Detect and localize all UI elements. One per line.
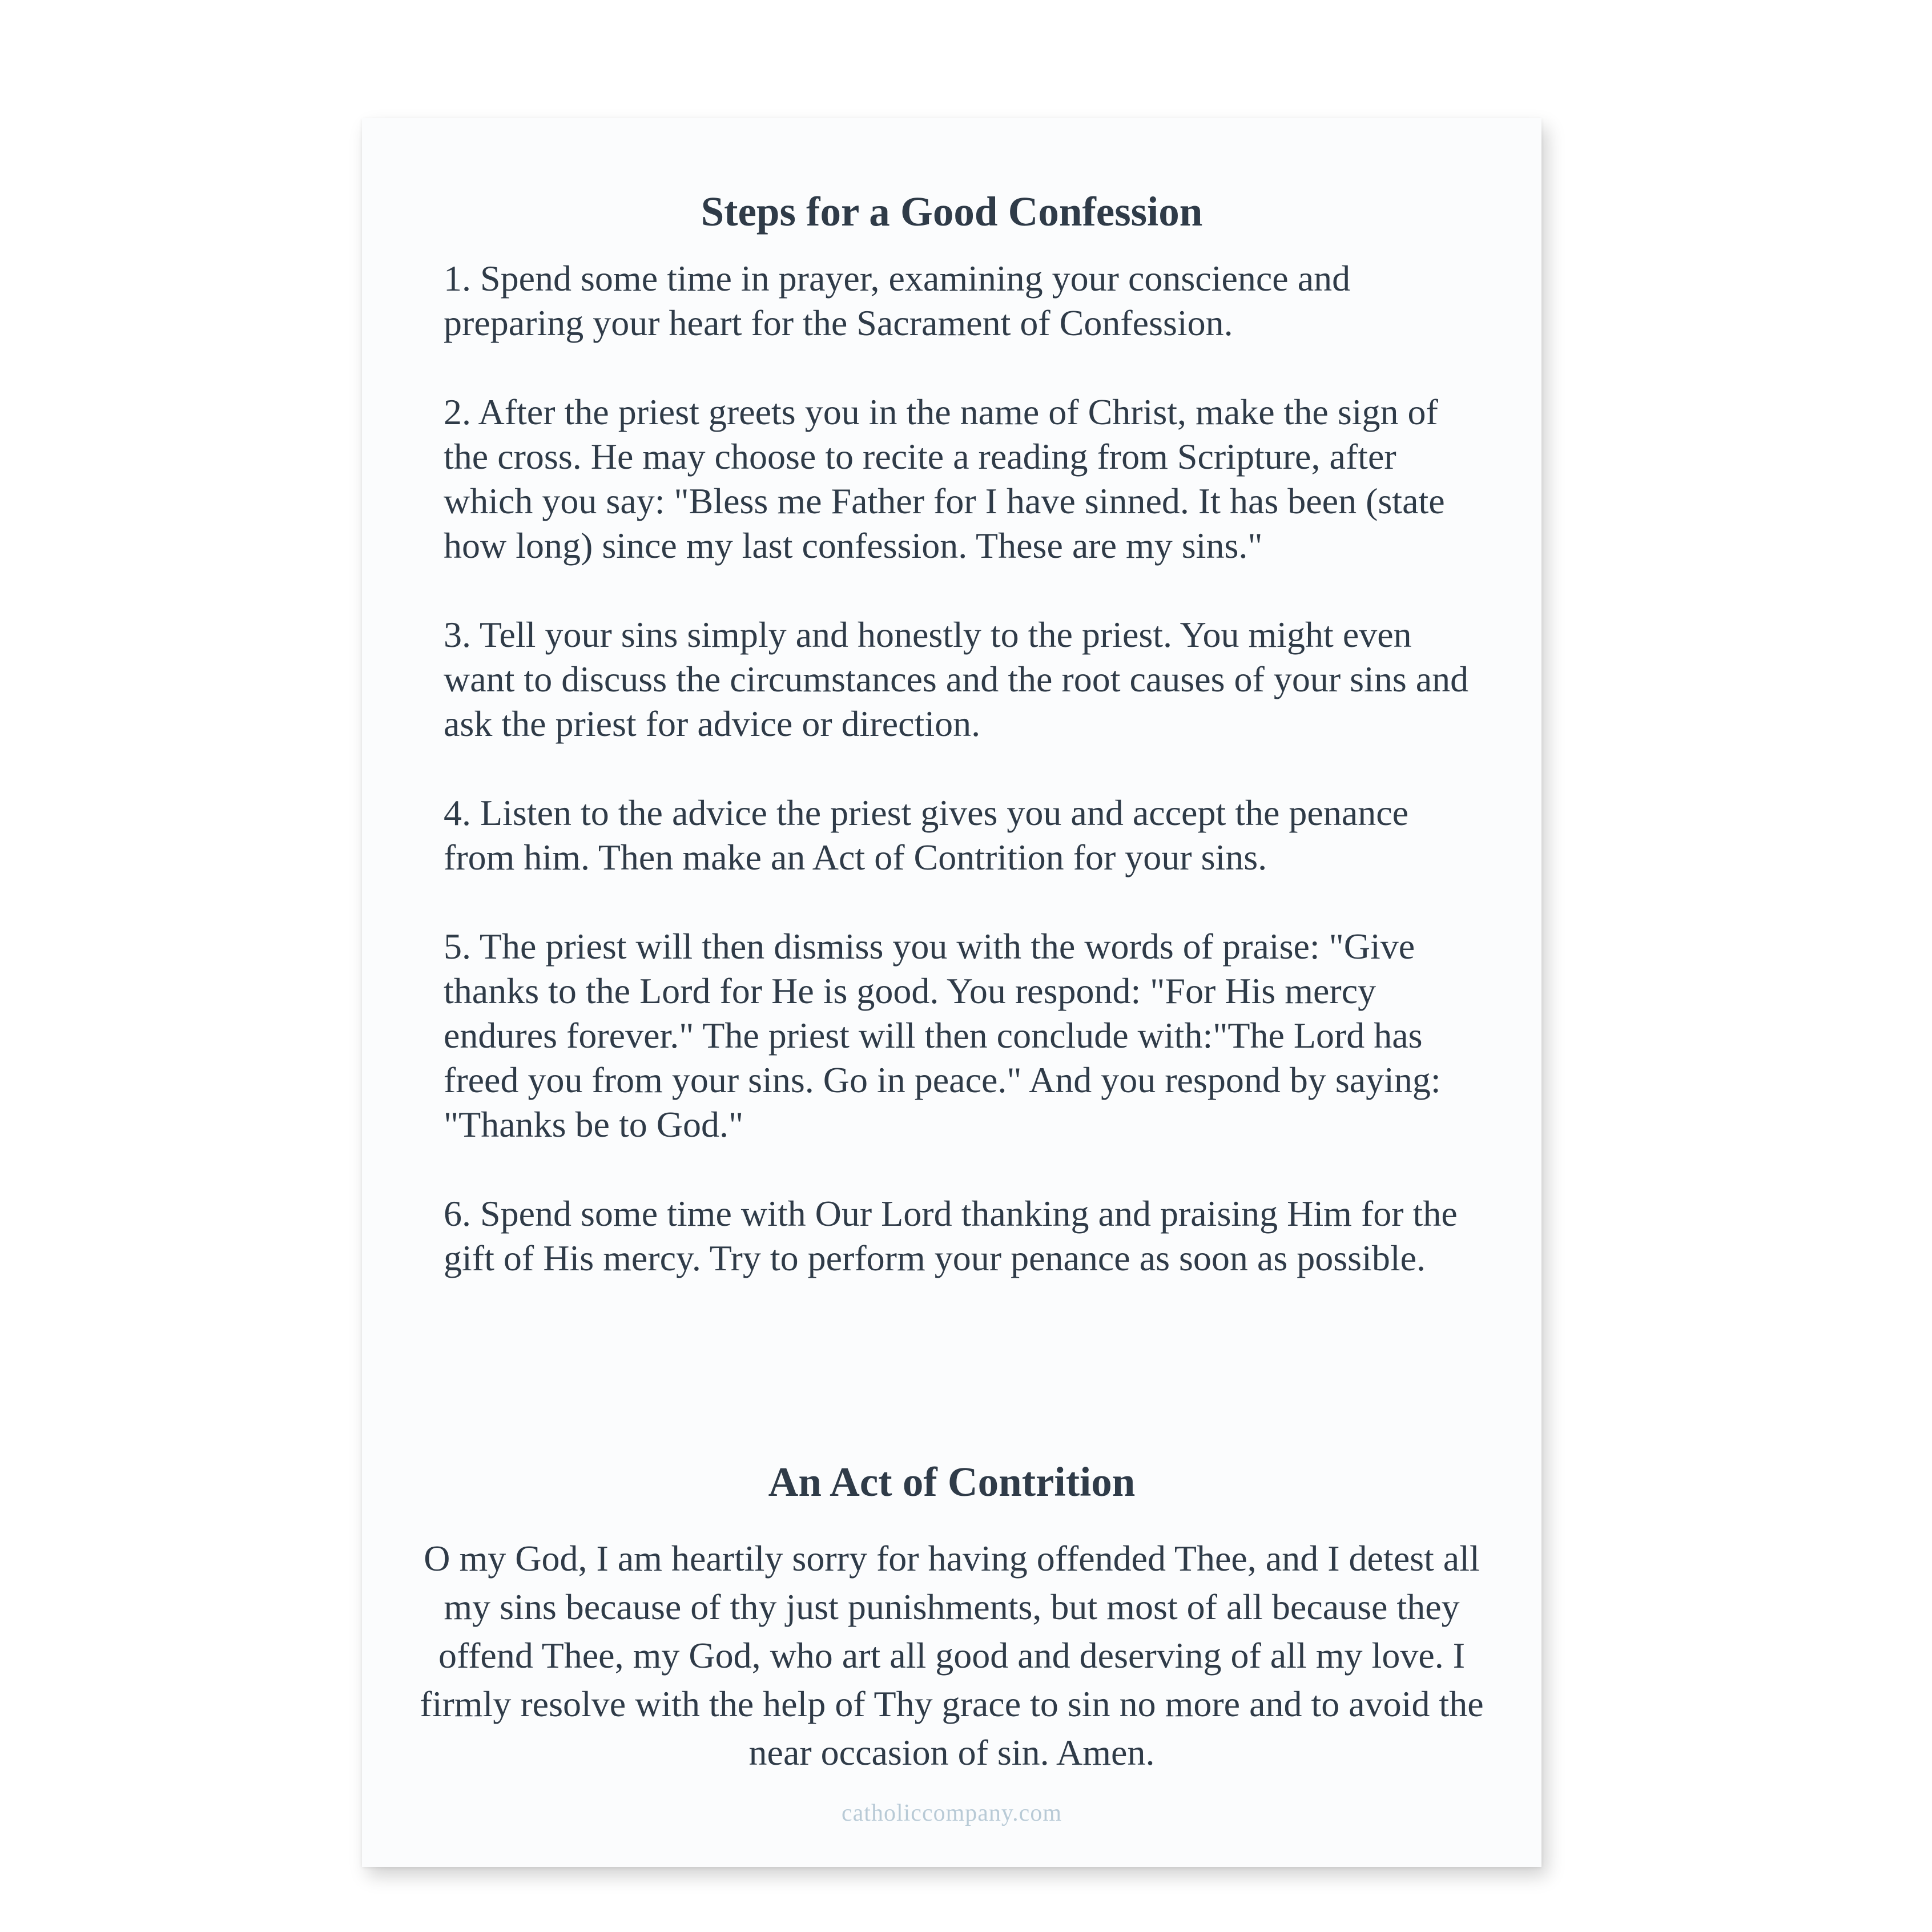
footer-website: catholiccompany.com bbox=[842, 1800, 1062, 1826]
step-item: 5. The priest will then dismiss you with the words of praise: "Give thanks to the Lord for He is good. You respond: "For His mercy endures forever." The priest will then conclude with:"The Lord has freed you from your sins. Go in peace." And you respond by saying: "Thanks be to God." bbox=[444, 926, 1441, 1145]
step-item: 3. Tell your sins simply and honestly to the priest. You might even want to discuss the circumstances and the root causes of your sins and ask the priest for advice or direction. bbox=[444, 614, 1469, 744]
steps-list bbox=[444, 256, 1488, 1281]
contrition-title: An Act of Contrition bbox=[768, 1459, 1136, 1505]
card-title: Steps for a Good Confession bbox=[701, 188, 1203, 235]
step-item: 6. Spend some time with Our Lord thanking and praising Him for the gift of His mercy. Try to perform your penance as soon as possible. bbox=[444, 1193, 1458, 1278]
step-item: 4. Listen to the advice the priest gives you and accept the penance from him. Then make an Act of Contrition for your sins. bbox=[444, 792, 1409, 878]
step-item: 1. Spend some time in prayer, examining your conscience and preparing your heart for the Sacrament of Confession. bbox=[444, 258, 1351, 343]
contrition-text: O my God, I am heartily sorry for having offended Thee, and I detest all my sins because of thy just punishments, but most of all because they offend Thee, my God, who art all good and deserving of all my love. I firmly resolve with the help of Thy grace to sin no more and to avoid the near occasion of sin. Amen. bbox=[420, 1538, 1484, 1773]
step-item: 2. After the priest greets you in the name of Christ, make the sign of the cross. He may choose to recite a reading from Scripture, after which you say: "Bless me Father for I have sinned. It has been (state how long) since my last confession. These are my sins." bbox=[444, 392, 1445, 566]
prayer-card bbox=[362, 118, 1541, 1867]
